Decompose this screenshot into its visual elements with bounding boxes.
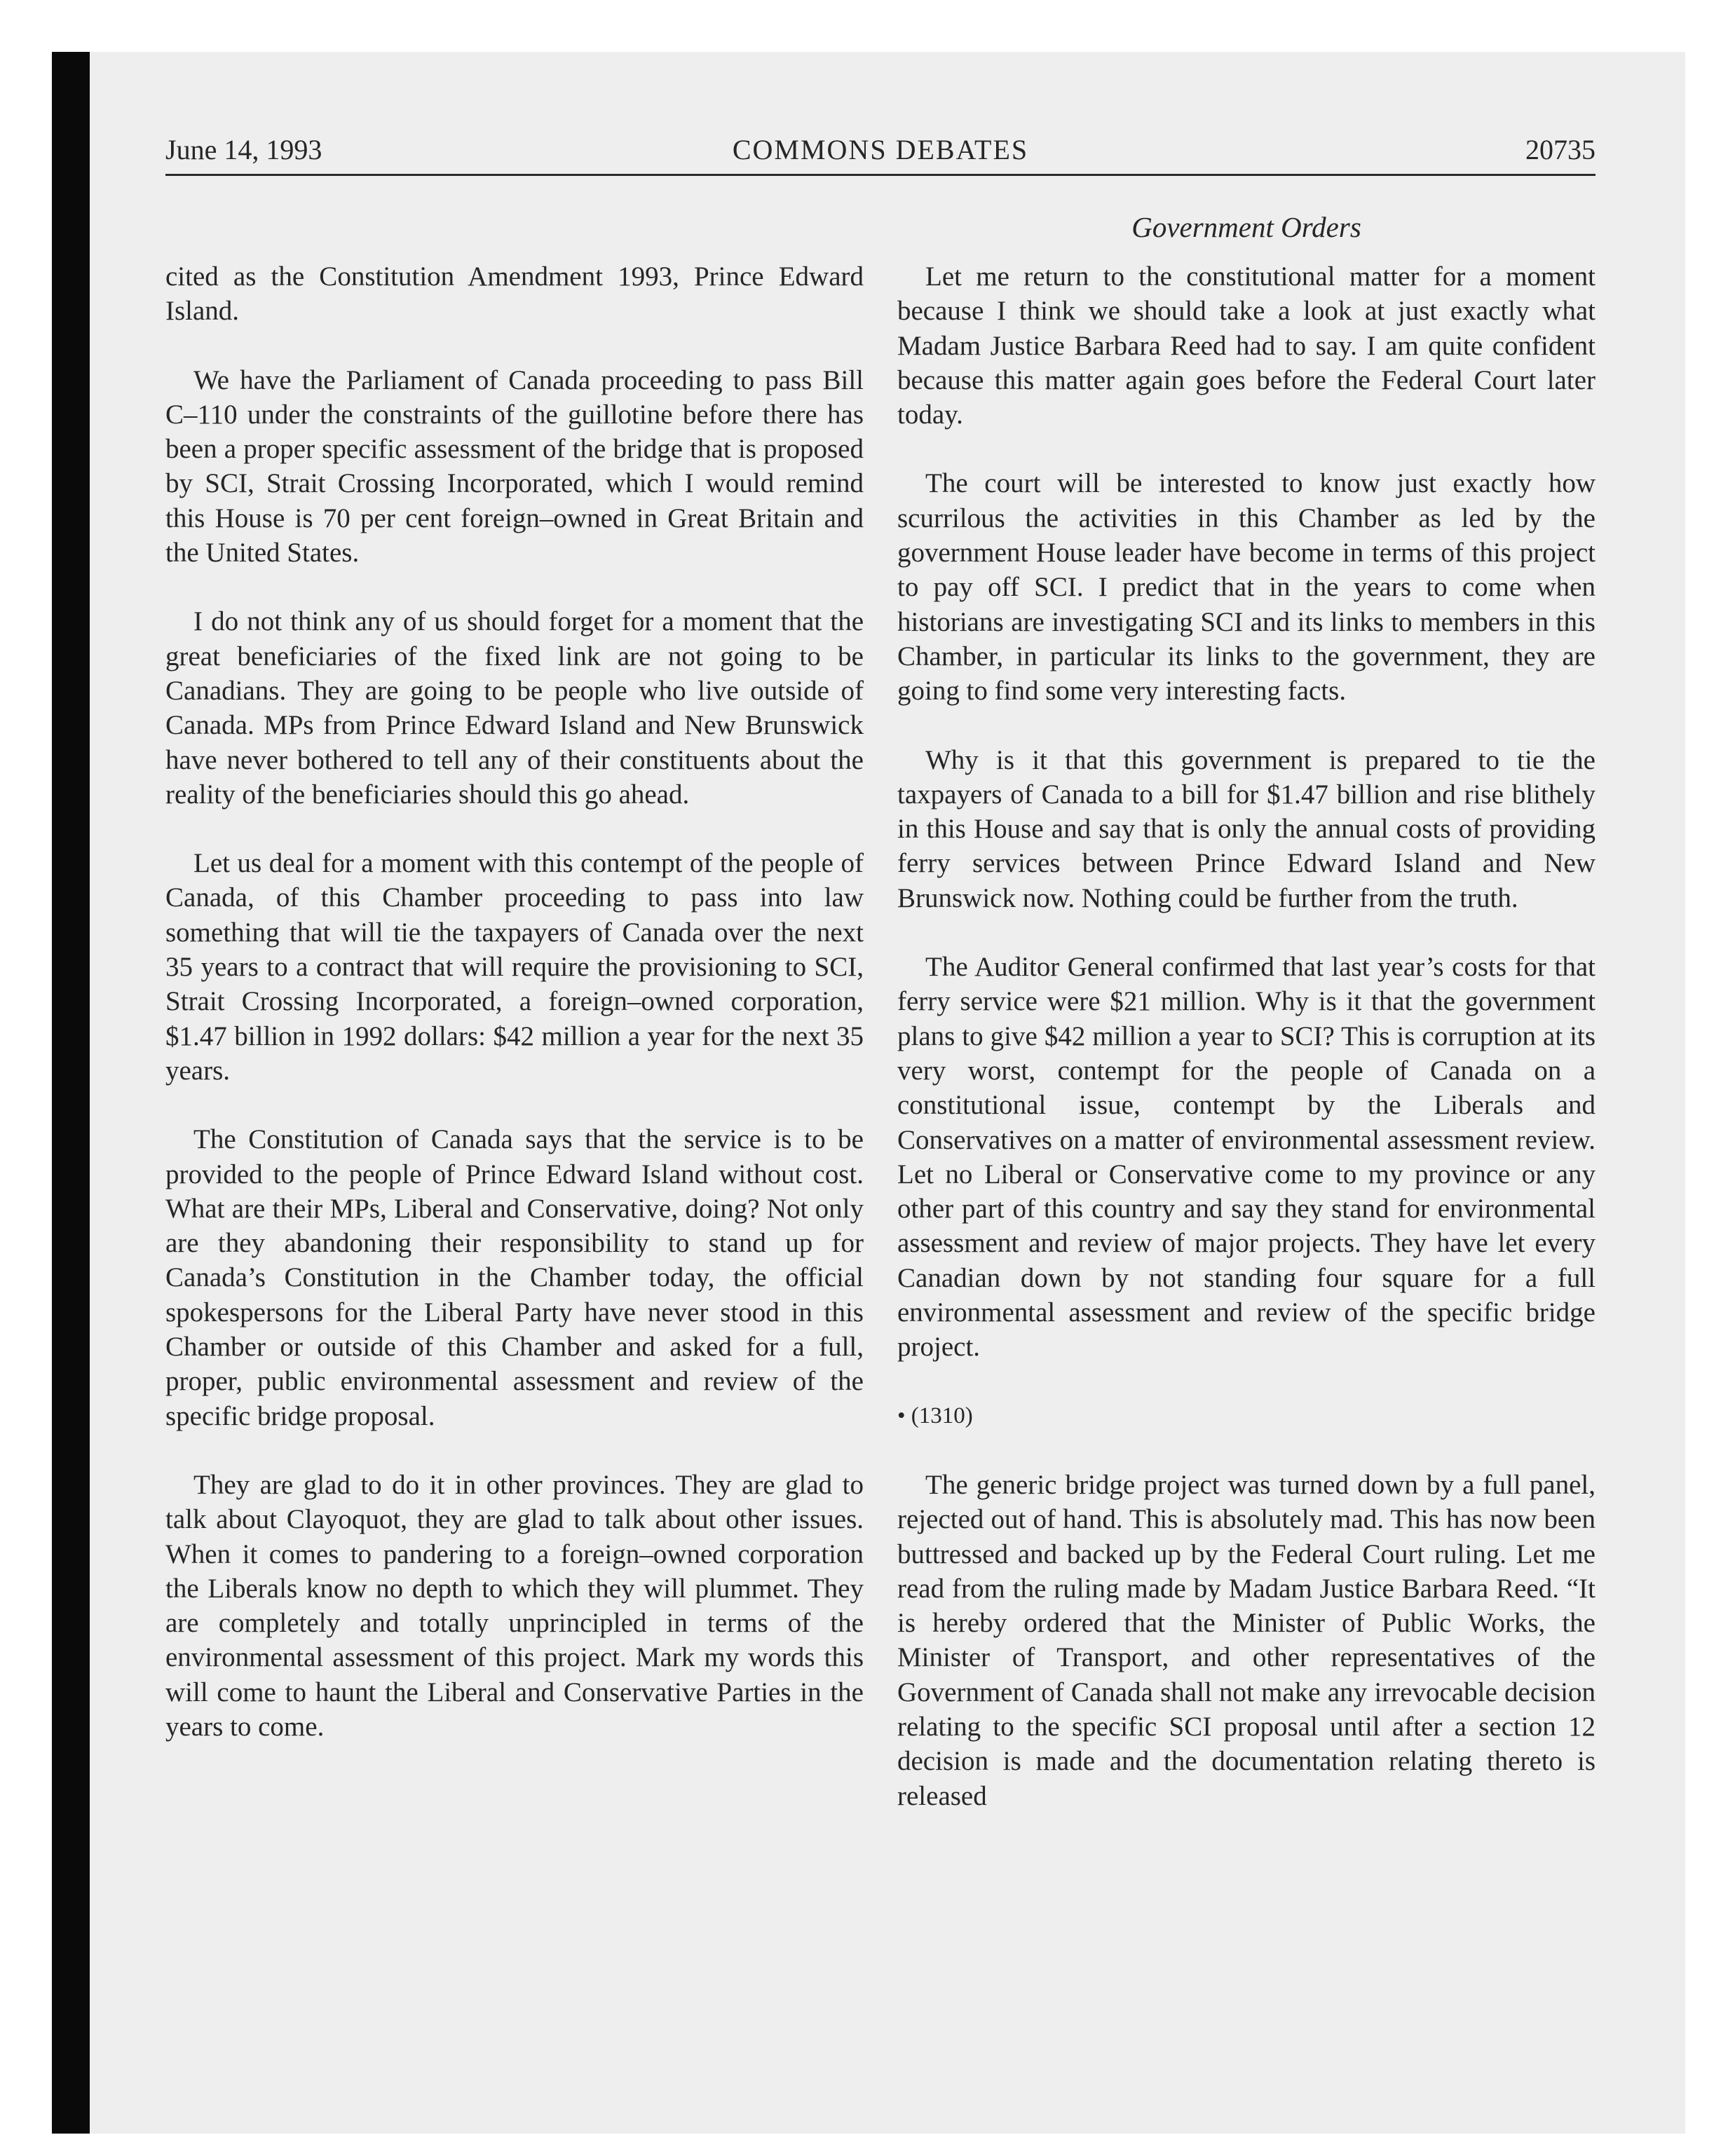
- section-title: Government Orders: [1131, 211, 1361, 243]
- time-marker: • (1310): [897, 1403, 973, 1428]
- page-header: [165, 126, 1595, 175]
- paragraph: They are glad to do it in other provinces. They are glad to talk about Clayoquot, they are glad to talk about other issues. When it comes to pandering to a foreign–owned corporation the Liberals know no depth to which they will plummet. They are completely and totally unprincipled in terms of the environmental assessment of this project. Mark my words this will come to haunt the Liberal and Conservative Parties in the years to come.: [165, 1469, 864, 1742]
- paragraph: Let us deal for a moment with this contempt of the people of Canada, of this Chamber proceeding to pass into law something that will tie the taxpayers of Canada over the next 35 years to a contract that will require the provisioning to SCI, Strait Crossing Incorporated, a foreign–owned corporation, $1.47 billion in 1992 dollars: $42 million a year for the next 35 years.: [165, 848, 864, 1086]
- header-date: June 14, 1993: [165, 134, 322, 165]
- right-column: [897, 259, 1595, 1813]
- paragraph: The Constitution of Canada says that the service is to be provided to the people of Prince Edward Island without cost. What are their MPs, Liberal and Conservative, doing? Not only are they abandoning their responsibility to stand up for Canada’s Constitution in the Chamber today, the official spokespersons for the Liberal Party have never stood in this Chamber or outside of this Chamber and asked for a full, proper, public environmental assessment and review of the specific bridge proposal.: [165, 1124, 864, 1431]
- scan-edge-bar: [52, 52, 90, 2134]
- header-title: COMMONS DEBATES: [732, 134, 1029, 165]
- left-column: [165, 259, 864, 1744]
- paragraph: The generic bridge project was turned down by a full panel, rejected out of hand. This is absolutely mad. This has now been buttressed and backed up by the Federal Court ruling. Let me read from the ruling made by Madam Justice Barbara Reed. “It is hereby ordered that the Minister of Public Works, the Minister of Transport, and other representatives of the Government of Canada shall not make any irrevocable decision relating to the specific SCI proposal until after a section 12 decision is made and the documentation relating thereto is released: [897, 1469, 1595, 1811]
- paragraph: Why is it that this government is prepared to tie the taxpayers of Canada to a bill for $1.47 billion and rise blithely in this House and say that is only the annual costs of providing ferry services between Prince Edward Island and New Brunswick now. Nothing could be further from the truth.: [897, 744, 1595, 913]
- paragraph: We have the Parliament of Canada proceeding to pass Bill C–110 under the constraints of the guillotine before there has been a proper specific assessment of the bridge that is proposed by SCI, Strait Crossing Incorporated, which I would remind this House is 70 per cent foreign–owned in Great Britain and the United States.: [165, 364, 864, 568]
- paragraph: The Auditor General confirmed that last year’s costs for that ferry service were $21 million. Why is it that the government plans to give $42 million a year to SCI? This is corruption at its very worst, contempt for the people of Canada on a constitutional issue, contempt by the Liberals and Conservatives on a matter of environmental assessment review. Let no Liberal or Conservative come to my province or any other part of this country and say they stand for environmental assessment and review of major projects. They have let every Canadian down by not standing four square for a full environmental assessment and review of the specific bridge project.: [897, 952, 1595, 1363]
- header-page-number: 20735: [1525, 134, 1595, 165]
- paragraph: I do not think any of us should forget for a moment that the great beneficiaries of the fixed link are not going to be Canadians. They are going to be people who live outside of Canada. MPs from Prince Edward Island and New Brunswick have never bothered to tell any of their constituents about the reality of the beneficiaries should this go ahead.: [165, 606, 864, 810]
- paragraph: cited as the Constitution Amendment 1993, Prince Edward Island.: [165, 261, 864, 327]
- header-rule: [165, 174, 1595, 176]
- paragraph: Let me return to the constitutional matter for a moment because I think we should take a look at just exactly what Madam Justice Barbara Reed had to say. I am quite confident because this matter again goes before the Federal Court later today.: [897, 261, 1595, 430]
- paragraph: The court will be interested to know just exactly how scurrilous the activities in this Chamber as led by the government House leader have become in terms of this project to pay off SCI. I predict that in the years to come when historians are investigating SCI and its links to members in this Chamber, in particular its links to the government, they are going to find some very interesting facts.: [897, 468, 1595, 707]
